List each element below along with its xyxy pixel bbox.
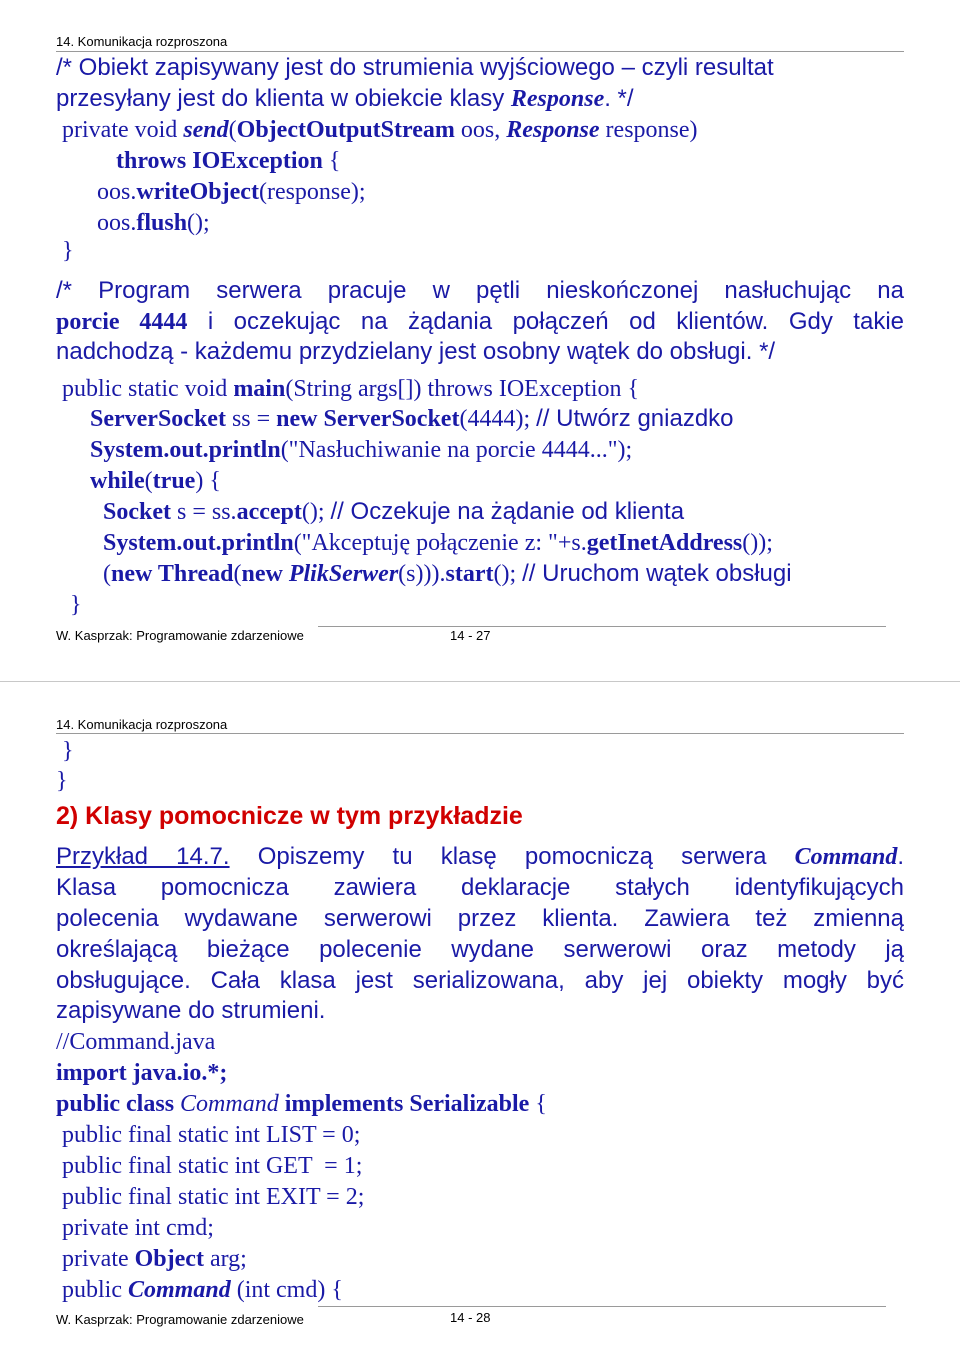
- code-token: new Thread: [111, 561, 234, 587]
- code-token: ());: [742, 530, 773, 556]
- method-name: start: [445, 561, 494, 587]
- code-line: [90, 435, 632, 465]
- class-name: PlikSerwer: [288, 561, 399, 587]
- code-token: (: [144, 468, 153, 494]
- comment-text: i oczekując na żądania połączeń od klientów. Gdy takie: [187, 308, 905, 335]
- code-token: ("Nasłuchiwanie na porcie 4444...");: [280, 437, 633, 463]
- code-token: implements Serializable: [278, 1091, 530, 1117]
- code-token: System.out.println: [103, 530, 294, 556]
- code-line: [56, 1089, 547, 1119]
- method-name: getInetAddress: [586, 530, 743, 556]
- code-token: oos.: [97, 179, 137, 205]
- header-rule: [56, 733, 904, 734]
- class-name: Command: [128, 1277, 231, 1303]
- code-line: }: [62, 238, 74, 264]
- slide-header: 14. Komunikacja rozproszona: [56, 34, 228, 49]
- code-line: }: [62, 738, 74, 764]
- code-line: [97, 177, 366, 207]
- code-token: private void: [62, 117, 184, 143]
- code-line: //Command.java: [56, 1029, 216, 1055]
- code-token: ();: [301, 499, 331, 525]
- slide-footer: W. Kasprzak: Programowanie zdarzeniowe: [56, 628, 304, 643]
- code-token: (: [103, 561, 111, 587]
- code-token: ();: [187, 210, 210, 236]
- comment-line: [56, 84, 634, 114]
- code-token: new ServerSocket: [276, 406, 460, 432]
- code-token: System.out.println: [90, 437, 281, 463]
- code-line: [97, 208, 210, 238]
- code-line: [103, 559, 792, 589]
- code-token: (s))).: [398, 561, 446, 587]
- paragraph-line: [56, 841, 904, 873]
- code-line: [90, 466, 221, 496]
- code-token: (: [228, 117, 237, 143]
- code-token: public: [62, 1277, 128, 1303]
- code-token: ();: [493, 561, 523, 587]
- code-line: public final static int EXIT = 2;: [62, 1184, 365, 1210]
- code-token: arg;: [203, 1246, 247, 1272]
- code-token: (: [233, 561, 242, 587]
- code-line: public final static int GET = 1;: [62, 1153, 363, 1179]
- code-line: [62, 1275, 343, 1305]
- port-text: porcie 4444: [56, 309, 188, 335]
- code-token: while: [90, 468, 145, 494]
- comment-line: /* Obiekt zapisywany jest do strumienia wyjściowego – czyli resultat: [56, 54, 774, 81]
- footer-rule: [318, 1306, 886, 1307]
- paragraph-line: polecenia wydawane serwerowi przez klienta. Zawiera też zmienną: [56, 905, 904, 932]
- type-name: ServerSocket: [90, 406, 226, 432]
- code-comment: // Utwórz gniazdko: [536, 405, 734, 432]
- slide-header: 14. Komunikacja rozproszona: [56, 717, 228, 732]
- code-token: (int cmd) {: [230, 1277, 343, 1303]
- type-name: Object: [134, 1246, 204, 1272]
- code-comment: // Uruchom wątek obsługi: [522, 560, 792, 587]
- code-line: import java.io.*;: [56, 1060, 228, 1086]
- code-line: [62, 1244, 247, 1274]
- code-token: new: [241, 561, 289, 587]
- paragraph-line: określającą bieżące polecenie wydane serwerowi oraz metody ją: [56, 936, 904, 963]
- class-name: Command: [180, 1091, 279, 1117]
- code-token: {: [529, 1091, 547, 1117]
- code-line: [62, 115, 698, 145]
- page-number: 14 - 28: [450, 1310, 491, 1325]
- code-token: private: [62, 1246, 135, 1272]
- paragraph-line: zapisywane do strumieni.: [56, 997, 326, 1024]
- header-rule: [56, 51, 904, 52]
- code-token: oos,: [454, 117, 507, 143]
- code-line: [62, 374, 639, 404]
- code-line: private int cmd;: [62, 1215, 214, 1241]
- code-line: [116, 146, 340, 176]
- comment-line: nadchodzą - każdemu przydzielany jest osobny wątek do obsługi. */: [56, 338, 776, 365]
- code-token: (4444);: [459, 406, 537, 432]
- type-name: ObjectOutputStream: [236, 117, 455, 143]
- code-line: [103, 528, 773, 558]
- slide-14-27: [0, 0, 960, 682]
- code-token: {: [322, 148, 341, 174]
- method-name: writeObject: [136, 179, 259, 205]
- code-token: public static void: [62, 376, 234, 402]
- type-name: Socket: [103, 499, 171, 525]
- example-label: Przykład 14.7.: [56, 843, 230, 870]
- code-token: ) {: [195, 468, 221, 494]
- method-name: send: [183, 117, 229, 143]
- code-token: public class: [56, 1091, 181, 1117]
- paragraph-line: Klasa pomocnicza zawiera deklaracje stałych identyfikujących: [56, 874, 904, 901]
- code-token: oos.: [97, 210, 137, 236]
- comment-line: [56, 306, 904, 338]
- code-line: [90, 404, 734, 434]
- section-heading: 2) Klasy pomocnicze w tym przykładzie: [56, 802, 523, 830]
- code-line: public final static int LIST = 0;: [62, 1122, 361, 1148]
- code-token: true: [152, 468, 196, 494]
- code-token: response): [599, 117, 698, 143]
- slide-footer: W. Kasprzak: Programowanie zdarzeniowe: [56, 1312, 304, 1327]
- code-token: ss =: [225, 406, 277, 432]
- paragraph-line: obsługujące. Cała klasa jest serializowana, aby jej obiekty mogły być: [56, 967, 904, 994]
- code-token: s = ss.: [171, 499, 237, 525]
- footer-rule: [318, 626, 886, 627]
- method-name: main: [233, 376, 286, 402]
- comment-end: . */: [604, 85, 634, 112]
- code-comment: // Oczekuje na żądanie od klienta: [330, 498, 685, 525]
- type-name: Response: [506, 117, 600, 143]
- code-line: }: [70, 592, 82, 618]
- method-name: accept: [236, 499, 302, 525]
- code-token: throws IOException: [116, 148, 323, 174]
- code-token: ("Akceptuję połączenie z: "+s.: [293, 530, 587, 556]
- code-line: [103, 497, 684, 527]
- class-name: Response: [510, 86, 605, 112]
- code-line: }: [56, 768, 68, 794]
- comment-text: przesyłany jest do klienta w obiekcie klasy: [56, 85, 511, 112]
- slide-14-28: [0, 684, 960, 1367]
- code-token: (String args[]) throws IOException {: [285, 376, 639, 402]
- class-name: Command: [794, 844, 898, 870]
- slide-separator: [0, 681, 960, 682]
- comment-line: /* Program serwera pracuje w pętli nieskończonej nasłuchując na: [56, 277, 904, 304]
- paragraph-text: .: [897, 843, 904, 870]
- page-number: 14 - 27: [450, 628, 491, 643]
- code-token: (response);: [258, 179, 366, 205]
- paragraph-text: Opiszemy tu klasę pomocniczą serwera: [229, 843, 795, 870]
- method-name: flush: [136, 210, 188, 236]
